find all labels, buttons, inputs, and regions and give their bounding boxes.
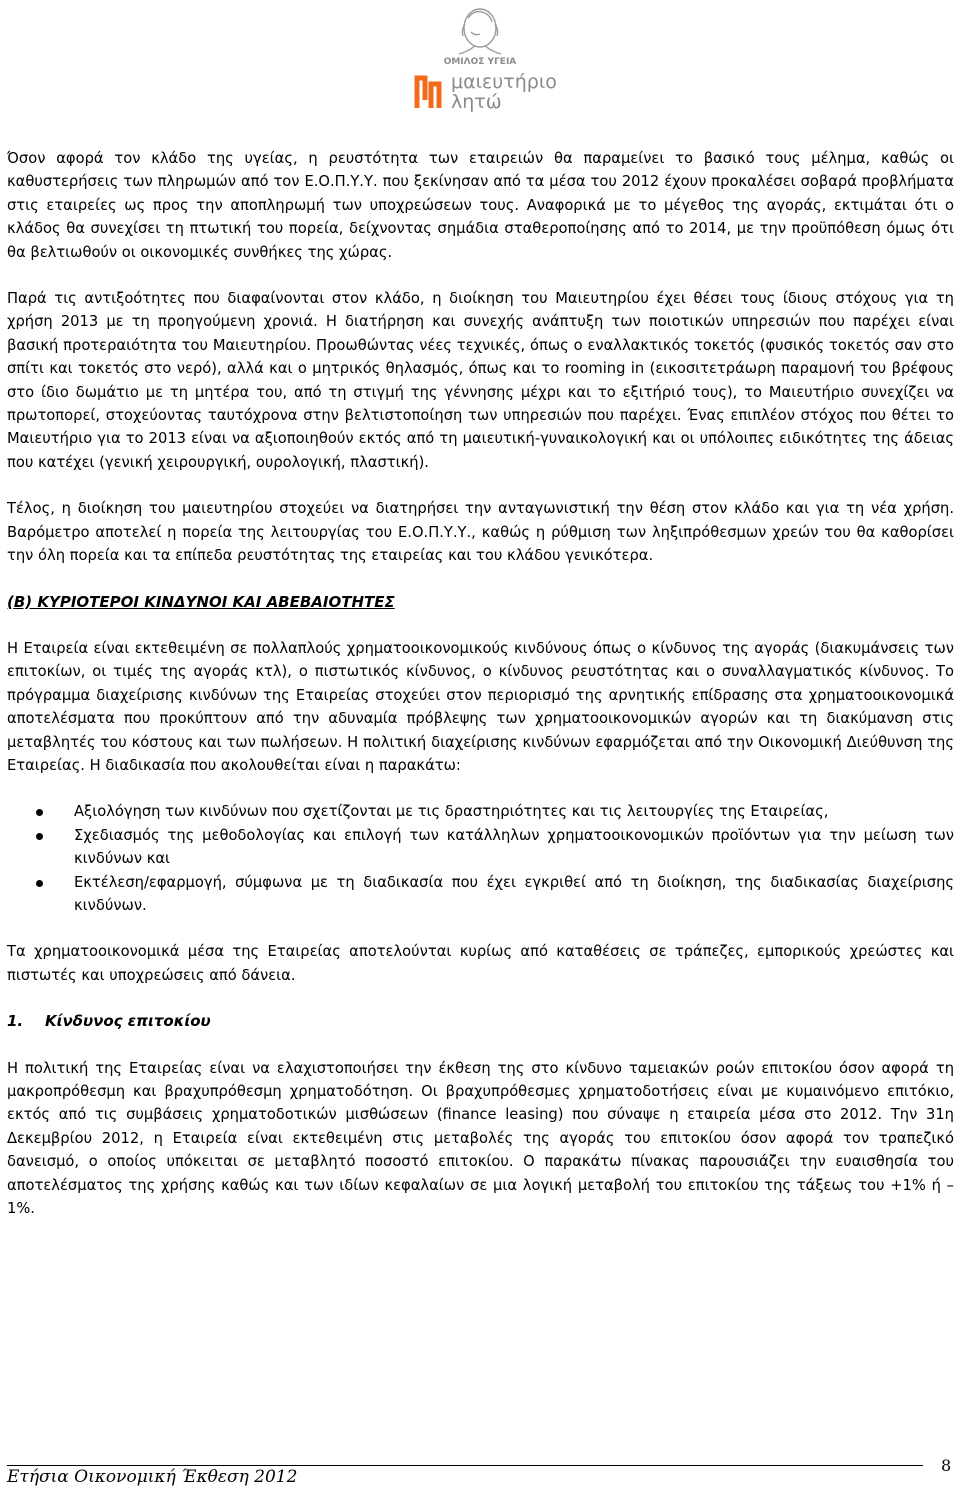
paragraph-management-goals: Παρά τις αντιξοότητες που διαφαίνονται στον κλάδο, η διοίκηση του Μαιευτηρίου έχει θέσει τους ίδιους στόχους για τη χρήση 2013 με τη προηγούμενη χρονιά. Η διατήρηση και συνεχής ανάπτυξη των ποιοτικών υπηρεσιών που παρέχει είναι βασική προτεραιότητα του Μαιευτηρίου. Προωθώντας νέες τεχνικές, όπως ο εναλλακτικός τοκετός (φυσικός τοκετός σαν στο σπίτι και τοκετός στο νερό), αλλά και ο μητρικός θηλασμός, όπως και το rooming in (εικοσιτετράωρη παραμονή του βρέφους στο ίδιο δωμάτιο με τη μητέρα του, από τη στιγμή της γέννησης μέχρι και το εξιτήριό τους), το Μαιευτήριο συνεχίζει να πρωτοπορεί, στοχεύοντας ταυτόχρονα στην βελτιστοποίηση των υπηρεσιών που παρέχει. Ένας επιπλέον στόχος που θέτει το Μαιευτήριο για το 2013 είναι να αξιοποιηθούν εκτός από τη μαιευτική-γυναικολογική και οι υπόλοιπες ειδικότητες της άδειας που κατέχει (γενική χειρουργική, ουρολογική, πλαστική). [7, 290, 954, 471]
paragraph-financial-risks: Η Εταιρεία είναι εκτεθειμένη σε πολλαπλούς χρηματοοικονομικούς κινδύνους όπως ο κίνδυνος της αγοράς (διακυμάνσεις των επιτοκίων, οι τιμές της αγοράς κτλ), ο πιστωτικός κίνδυνος, ο κίνδυνος ρευστότητας και ο συναλλαγματικός κίνδυνος. Το πρόγραμμα διαχείρισης κινδύνων της Εταιρείας στοχεύει στον περιορισμό της αρνητικής επίδρασης στα χρηματοοικονομικά αποτελέσματα που προκύπτουν από την αδυναμία πρόβλεψης των χρηματοοικονομικών αγορών και τη διακύμανση στις μεταβλητές του κόστους και των πωλήσεων. Η πολιτική διαχείρισης κινδύνων εφαρμόζεται από την Οικονομική Διεύθυνση της Εταιρείας. Η διαδικασία που ακολουθείται είναι η παρακάτω: [7, 639, 954, 774]
list-item [7, 824, 954, 871]
logo-graphic [395, 4, 565, 116]
bullet-icon [36, 809, 43, 816]
section-heading-risks: (Β) ΚΥΡΙΟΤΕΡΟΙ ΚΙΝΔΥΝΟΙ ΚΑΙ ΑΒΕΒΑΙΟΤΗΤΕΣ [7, 592, 395, 611]
page-number: 8 [941, 1456, 952, 1475]
footer-title: Ετήσια Οικονομική Έκθεση 2012 [7, 1467, 298, 1487]
sub-heading-interest-risk [7, 1010, 954, 1033]
bullet-icon [36, 833, 43, 840]
document-body [7, 147, 954, 1220]
paragraph-financial-instruments: Τα χρηματοοικονομικά μέσα της Εταιρείας αποτελούνται κυρίως από καταθέσεις σε τράπεζες, εμπορικούς χρεώστες και πιστωτές και υποχρεώσεις από δάνεια. [7, 943, 954, 984]
list-item-text: Εκτέλεση/εφαρμογή, σύμφωνα με τη διαδικασία που έχει εγκριθεί από τη διοίκηση, της διαδικασίας διαχείρισης κινδύνων. [74, 873, 954, 914]
list-item [7, 800, 954, 823]
paragraph-market-liquidity: Όσον αφορά τον κλάδο της υγείας, η ρευστότητα των εταιρειών θα παραμείνει το βασικό τους μέλημα, καθώς οι καθυστερήσεις των πληρωμών από τον Ε.Ο.Π.Υ.Υ. που ξεκίνησαν από τα μέσα του 2012 έχουν προκαλέσει σοβαρά προβλήματα στις εταιρείες ως προς την αποπληρωμή των υποχρεώσεων τους. Αναφορικά με το μέγεθος της αγοράς, εκτιμάται ότι ο κλάδος θα συνεχίσει τη πτωτική του πορεία, δείχνοντας σημάδια σταθεροποίησης από το 2014, με την προϋπόθεση όμως ότι θα βελτιωθούν οι οικονομικές συνθήκες της χώρας. [7, 150, 954, 261]
logo-mark-icon [417, 78, 439, 108]
footer-divider [7, 1465, 923, 1466]
paragraph-competitive-position: Τέλος, η διοίκηση του μαιευτηρίου στοχεύει να διατηρήσει την ανταγωνιστική την θέση στον κλάδο και για τη νέα χρήση. Βαρόμετρο αποτελεί η πορεία της λειτουργίας του Ε.Ο.Π.Υ.Υ., καθώς η ρύθμιση των ληξιπρόθεσμων χρεών του θα καθορίσει την όλη πορεία και τα επίπεδα ρευστότητας της εταιρείας και του κλάδου γενικότερα. [7, 500, 954, 565]
paragraph-interest-policy: Η πολιτική της Εταιρείας είναι να ελαχιστοποιήσει την έκθεση της στο κίνδυνο ταμειακών ροών επιτοκίου όσον αφορά τη μακροπρόθεσμη και βραχυπρόθεσμη χρηματοδότηση. Οι βραχυπρόθεσμες χρηματοδοτήσεις είναι με κυμαινόμενο επιτόκιο, εκτός από τις συμβάσεις χρηματοδοτικών μισθώσεων (finance leasing) που σύναψε η εταιρεία μέσα στο 2012. Την 31η Δεκεμβρίου 2012, η Εταιρεία είναι εκτεθειμένη στις μεταβολές της αγοράς του επιτοκίου όσον αφορά τον τραπεζικό δανεισμό, ο οποίος υπόκειται σε μεταβλητό ποσοστό επιτοκίου. Ο παρακάτω πίνακας παρουσιάζει την ευαισθησία του αποτελέσματος της χρήσης καθώς και των ιδίων κεφαλαίων σε μια λογική μεταβολή του επιτοκίου της τάξεως του +1% ή –1%. [7, 1059, 954, 1218]
list-item-text: Σχεδιασμός της μεθοδολογίας και επιλογή των κατάλληλων χρηματοοικονομικών προϊόντων για την μείωση των κινδύνων και [74, 826, 954, 868]
list-item [7, 871, 954, 918]
sub-heading-text: Κίνδυνος επιτοκίου [45, 1012, 211, 1031]
company-logo [395, 4, 565, 116]
logo-company-text: ΟΜΙΛΟΣ ΥΓΕΙΑ [443, 57, 517, 67]
sub-heading-number: 1. [7, 1012, 24, 1031]
list-item-text: Αξιολόγηση των κινδύνων που σχετίζονται με τις δραστηριότητες και τις λειτουργίες της Εταιρείας, [74, 803, 829, 821]
logo-name-line1: μαιευτήριο [451, 71, 557, 93]
logo-emblem-icon [459, 9, 501, 54]
risk-process-list [7, 800, 954, 917]
bullet-icon [36, 880, 43, 887]
logo-name-line2: λητώ [451, 91, 502, 113]
